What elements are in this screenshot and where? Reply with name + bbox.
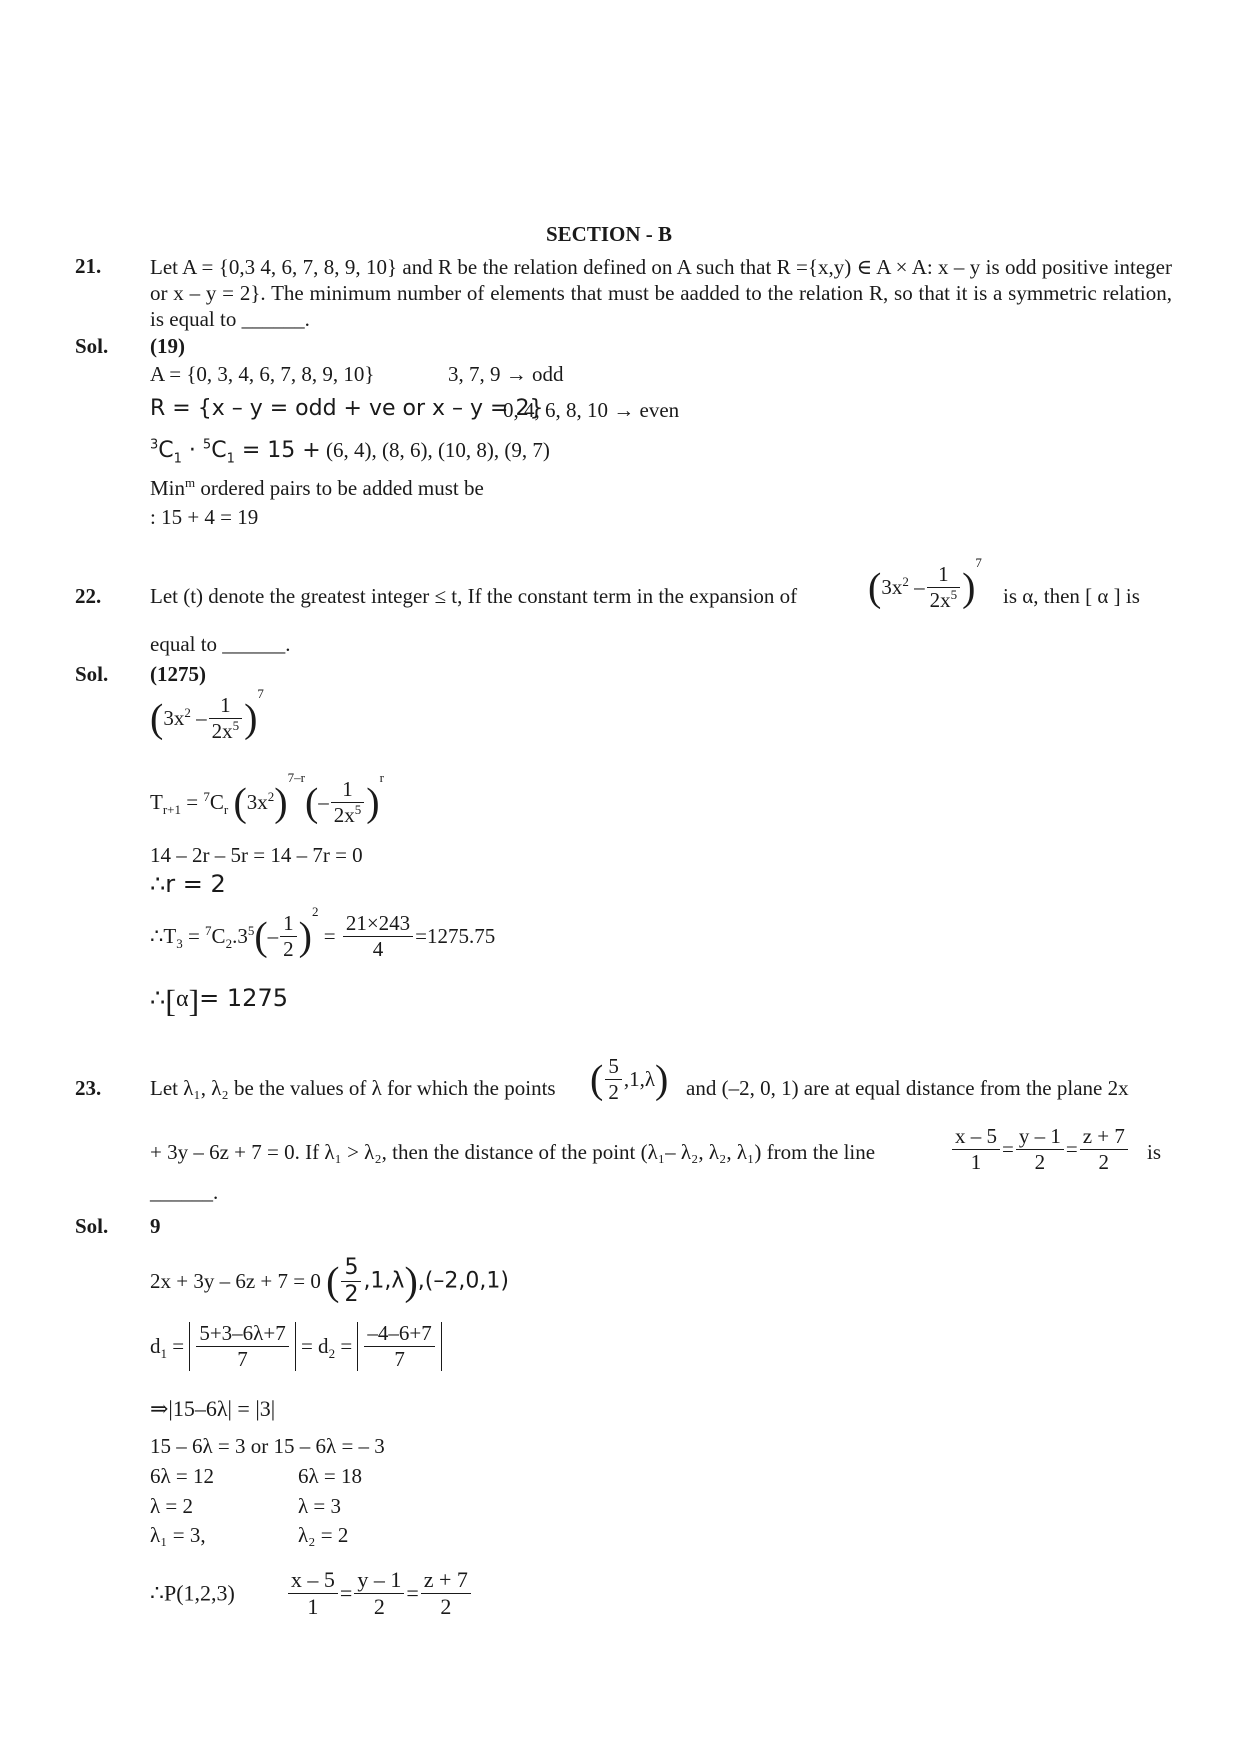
line-equation: $\frac{x - 5}{1}$ = $\frac{y - 1}{2}$ = $\frac{z + 7}{2}$: [950, 1125, 1130, 1174]
binomial-expression: ($3x^2$ – $\frac{1}{2x^5}$ )$^7$: [150, 686, 264, 744]
question-number-23: 23.: [75, 1076, 102, 1100]
distance-equation: $d_1$ = $\frac{5+3-6\lambda+7}{7}$ = $d_2$ = $\frac{-4-6+7}{7}$: [150, 1322, 442, 1371]
absolute-value-step: ⇒|15–6λ| = |3|: [150, 1396, 276, 1421]
total-line-21: : 15 + 4 = 19: [150, 505, 259, 529]
general-term: $T_{r+1} = ^7C_r$ $(3x^2)^{7-r}(-$ $\frac{1}{2x^5}$ )$^r$: [150, 770, 384, 828]
odd-line: 3, 7, 9 → odd: [448, 362, 564, 386]
plane-and-points: 2x + 3y – 6z + 7 = 0 ( $\frac{5}{2}$ ,1,λ),(–2,0,1): [150, 1255, 509, 1308]
case1-line1: 6λ = 12: [150, 1464, 215, 1488]
question-22-text-c: equal to ______.: [150, 632, 291, 656]
point-p-line: ∴P(1,2,3) $\frac{x - 5}{1}$ = $\frac{y - 1}{2}$ = $\frac{z + 7}{2}$: [150, 1568, 473, 1619]
question-23-text-a: Let λ₁, λ₂ be the values of λ for which the points: [150, 1076, 556, 1100]
sol-label-23: Sol.: [75, 1214, 109, 1238]
question-23-text-d: is: [1147, 1140, 1162, 1164]
question-number-21: 21.: [75, 254, 102, 278]
question-23-text-e: ______.: [150, 1180, 219, 1204]
section-title: SECTION - B: [546, 222, 673, 246]
question-number-22: 22.: [75, 584, 102, 608]
combination-line: $^3C_1 \cdot ^5C_1 = 15 + (6$, 4), (8, 6), (10, 8), (9, 7): [150, 437, 550, 467]
even-line: 0, 4, 6, 8, 10 → even: [503, 398, 680, 422]
case2-line1: 6λ = 18: [298, 1464, 363, 1488]
case1-line2: λ = 2: [150, 1494, 194, 1518]
question-22-text-b: is α, then [ α ] is: [1003, 584, 1140, 608]
answer-23: 9: [150, 1214, 161, 1238]
exponent-equation: 14 – 2r – 5r = 14 – 7r = 0: [150, 843, 363, 867]
point-expression: ( $\frac{5}{2}$ ,1,λ): [590, 1054, 669, 1105]
case1-line3: λ₁ = 3,: [150, 1523, 206, 1547]
min-ordered-pairs-line: Min$^m$ ordered pairs to be added must be: [150, 475, 484, 500]
answer-22: (1275): [150, 662, 206, 686]
set-a-line: A = {0, 3, 4, 6, 7, 8, 9, 10}: [150, 362, 375, 386]
t3-calculation: $\therefore T_3 = ^7C_2.3^5(-$ $\frac{1}{2}$ )$^2$ = $\frac{21\times 243}{4}$ =1275.75: [150, 904, 496, 962]
expansion-expression: ($3x^2$ – $\frac{1}{2x^5}$ )$^7$: [868, 555, 982, 613]
sol-label-21: Sol.: [75, 334, 109, 358]
relation-r-line: R = {x – y = odd + ve or x – y = 2}: [150, 396, 544, 421]
question-23-text-b: and (–2, 0, 1) are at equal distance from the plane 2x: [686, 1076, 1129, 1100]
question-21-text: Let A = {0,3 4, 6, 7, 8, 9, 10} and R be the relation defined on A such that R ={x,y) ∈ A × A: x – y is odd positive integer or x – y = 2}. The minimum number of elements that must be aadded to the relation R, so that it is a symmetric relation, is equal to ______.: [150, 255, 1172, 331]
question-23-text-c: + 3y – 6z + 7 = 0. If λ₁ > λ₂, then the distance of the point (λ₁– λ₂, λ₂, λ₁) from the line: [150, 1140, 876, 1164]
answer-21: (19): [150, 334, 185, 358]
alpha-result: ∴[α]= 1275: [150, 982, 288, 1019]
sol-label-22: Sol.: [75, 662, 109, 686]
cases-line: 15 – 6λ = 3 or 15 – 6λ = – 3: [150, 1434, 385, 1458]
r-value: ∴r = 2: [150, 870, 226, 898]
question-22-text-a: Let (t) denote the greatest integer ≤ t, If the constant term in the expansion of: [150, 584, 798, 608]
case2-line2: λ = 3: [298, 1494, 342, 1518]
case2-line3: λ₂ = 2: [298, 1523, 349, 1547]
